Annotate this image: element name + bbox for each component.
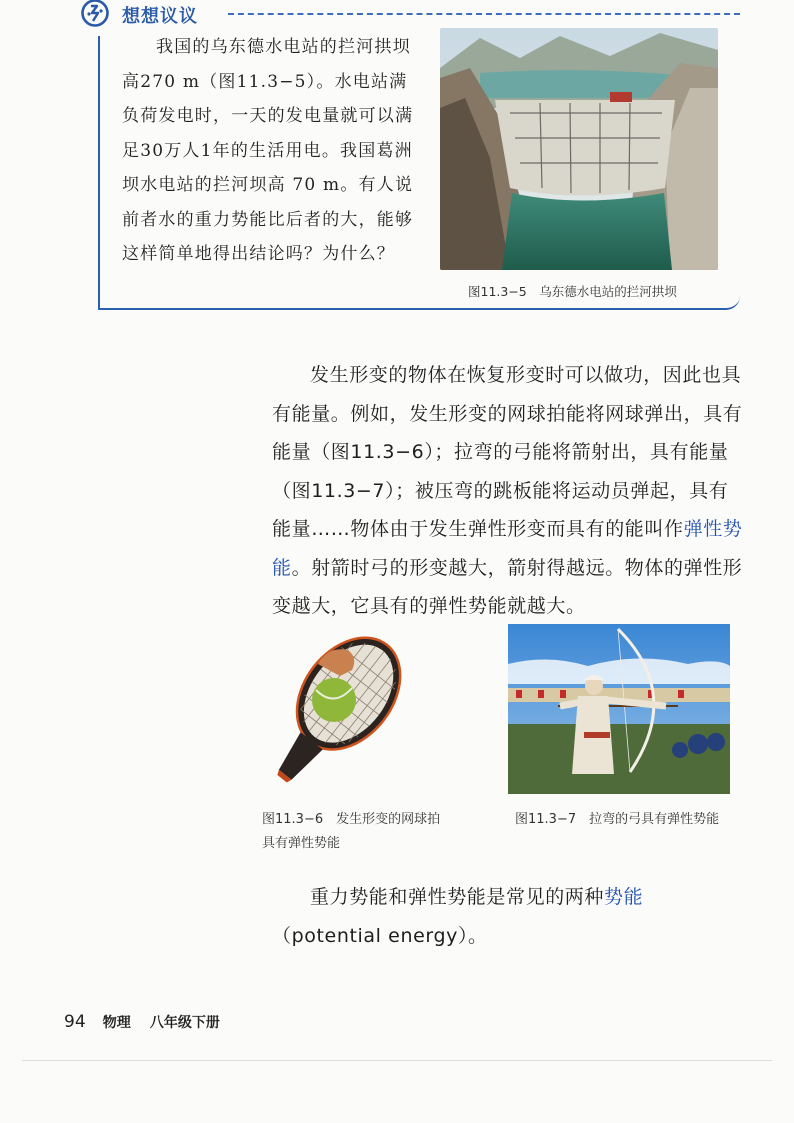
page-footer	[64, 1012, 220, 1032]
term-potential-energy: 势能	[604, 886, 644, 908]
closing-part2: （potential energy）。	[272, 924, 488, 947]
discussion-text	[122, 30, 422, 272]
header-dashed-rule	[228, 13, 740, 15]
term-elastic-potential-energy: 弹性势能	[272, 518, 743, 579]
footer-rule	[22, 1060, 772, 1061]
main-text-part1: 发生形变的物体在恢复形变时可以做功，因此也具有能量。例如，发生形变的网球拍能将网球弹出，具有能量（图11.3−6）；拉弯的弓能将箭射出，具有能量（图11.3−7）；被压弯的跳板能将运动员弹起，具有能量……物体由于发生弹性形变而具有的能叫作	[272, 364, 743, 540]
footer-subject: 物理	[102, 1015, 131, 1031]
archer-photo	[508, 624, 730, 794]
footer-grade: 八年级下册	[149, 1015, 220, 1031]
dam-photo	[440, 28, 718, 270]
dam-photo-caption: 图11.3−5 乌东德水电站的拦河拱坝	[468, 284, 677, 299]
discussion-icon	[80, 0, 110, 28]
closing-part1: 重力势能和弹性势能是常见的两种	[310, 886, 605, 908]
figure-7-caption: 图11.3−7 拉弯的弓具有弹性势能	[515, 812, 720, 827]
figure-6-caption: 图11.3−6 发生形变的网球拍具有弹性势能	[262, 812, 441, 851]
discussion-title: 想想议议	[122, 6, 198, 27]
discussion-header	[80, 0, 740, 30]
tennis-racket-illustration	[256, 628, 416, 798]
page-number: 94	[64, 1012, 86, 1032]
main-paragraph	[272, 356, 744, 626]
discussion-paragraph: 我国的乌东德水电站的拦河拱坝高270 m（图11.3−5）。水电站满负荷发电时，一天的发电量就可以满足30万人1年的生活用电。我国葛洲坝水电站的拦河坝高 70 m。有人说前者水的重力势能比后者的大，能够这样简单地得出结论吗？为什么？	[122, 37, 414, 264]
main-text-part2: 。射箭时弓的形变越大，箭射得越远。物体的弹性形变越大，它具有的弹性势能就越大。	[272, 556, 743, 617]
closing-paragraph	[272, 878, 742, 955]
